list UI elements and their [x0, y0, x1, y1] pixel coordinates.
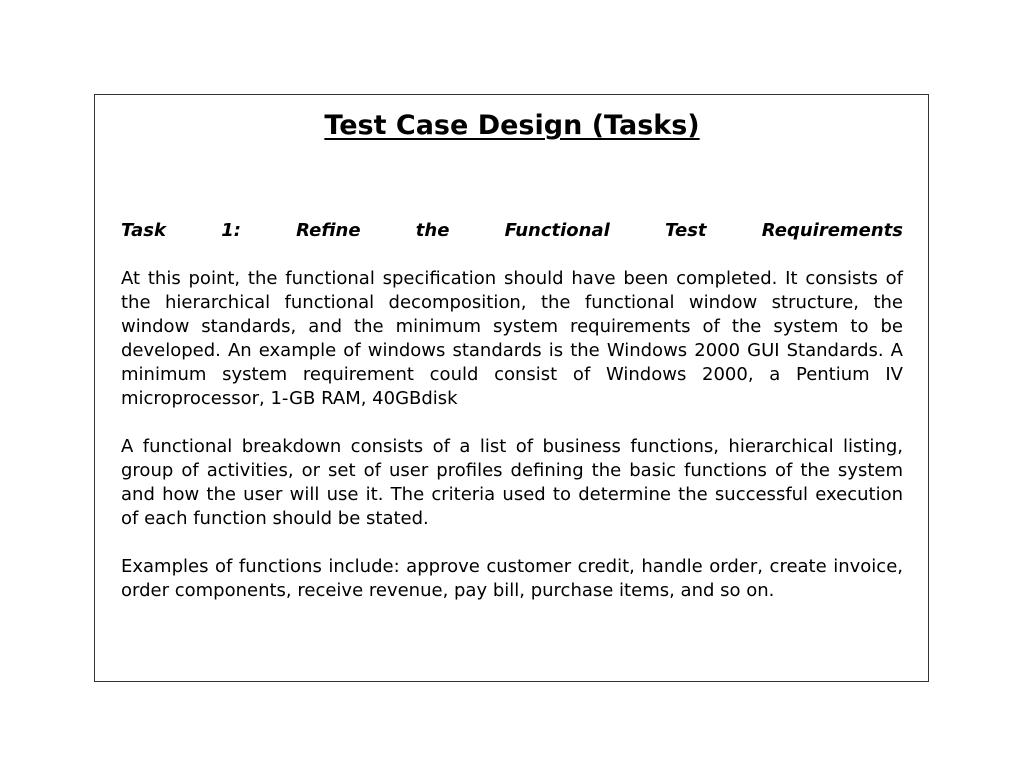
slide-body — [121, 219, 903, 627]
paragraph-function-examples: Examples of functions include: approve customer credit, handle order, create invoice, order components, receive revenue, pay bill, purchase items, and so on. — [121, 556, 903, 601]
page-title: Test Case Design (Tasks) — [324, 110, 700, 141]
paragraph-functional-breakdown: A functional breakdown consists of a list of business functions, hierarchical listing, group of activities, or set of user profiles defining the basic functions of the system and how the user will use it. The criteria used to determine the successful execution of each function should be stated. — [121, 436, 903, 529]
paragraph-functional-spec: At this point, the functional specification should have been completed. It consists of the hierarchical functional decomposition, the functional window structure, the window standards, and the minimum system requirements of the system to be developed. An example of windows standards is the Windows 2000 GUI Standards. A minimum system requirement could consist of Windows 2000, a Pentium IV microprocessor, 1-GB RAM, 40GBdisk — [121, 268, 903, 409]
task-heading: Task 1: Refine the Functional Test Requirements — [121, 220, 903, 241]
